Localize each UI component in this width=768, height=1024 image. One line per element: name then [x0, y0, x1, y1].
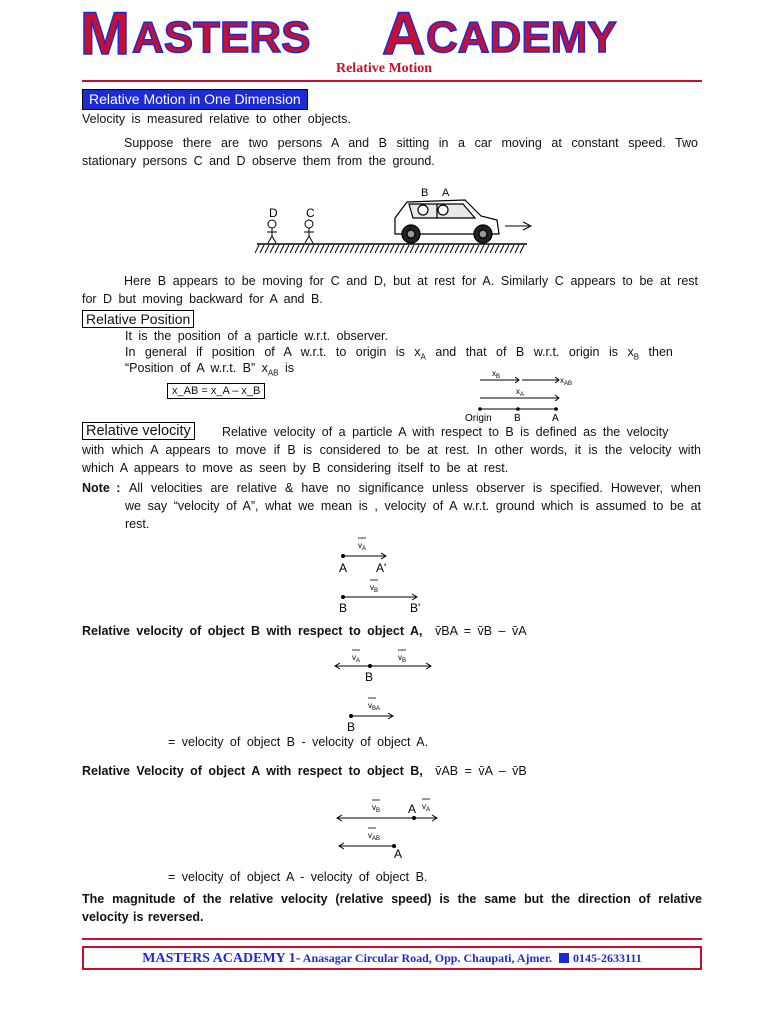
point-a-label: A: [552, 413, 559, 424]
position-diagram: [462, 366, 592, 424]
hatch-mark: [480, 245, 484, 253]
hatch-mark: [365, 245, 369, 253]
relative-position-line3: “Position of A w.r.t. B” $x_{AB}$ is: [125, 361, 295, 378]
label-b: B: [421, 187, 429, 199]
hatch-mark: [345, 245, 349, 253]
footer-name: MASTERS ACADEMY 1-: [142, 951, 301, 966]
paragraph-here: Here B appears to be moving for C and D, but at rest for A. Similarly C appears to be at rest for D but moving backward for A and B.: [82, 274, 698, 306]
hatch-mark: [465, 245, 469, 253]
brand-word-asters: ASTERS: [132, 13, 311, 60]
hatch-mark: [300, 245, 304, 253]
hatch-mark: [355, 245, 359, 253]
hatch-mark: [370, 245, 374, 253]
ab-va-label: $v_A$: [422, 802, 431, 813]
va-label: $v_A$: [358, 541, 367, 552]
point-b-prime: B': [410, 601, 421, 614]
relative-velocity-heading: Relative velocity: [82, 422, 195, 440]
brand-logo: [0, 2, 768, 60]
hatch-mark: [265, 245, 269, 253]
hatch-mark: [505, 245, 509, 253]
hatch-mark: [350, 245, 354, 253]
vab-label: $v_{AB}$: [368, 831, 381, 842]
car-icon: [395, 200, 499, 243]
page-subtitle: Relative Motion: [335, 61, 433, 76]
hatch-mark: [255, 245, 259, 253]
hatch-mark: [380, 245, 384, 253]
hatch-mark: [515, 245, 519, 253]
hatch-mark: [415, 245, 419, 253]
hatch-mark: [510, 245, 514, 253]
hatch-mark: [330, 245, 334, 253]
hatch-mark: [455, 245, 459, 253]
hatch-mark: [425, 245, 429, 253]
position-formula: x_AB = x_A – x_B: [167, 383, 265, 399]
ab-figure: [330, 796, 440, 862]
hatch-mark: [305, 245, 309, 253]
hatch-mark: [500, 245, 504, 253]
ba-figure: [330, 646, 440, 736]
intro-line: Velocity is measured relative to other objects.: [82, 112, 351, 126]
footer: [82, 946, 702, 970]
relative-velocity-text2: with which A appears to move if B is considered to be at rest. In other words, it is the velocity with which A appears to move as seen by B considering itself to be at rest.: [82, 443, 701, 475]
ba-equation: v̄BA = v̄B – v̄A: [434, 624, 527, 638]
hatch-mark: [495, 245, 499, 253]
hatch-mark: [385, 245, 389, 253]
label-c: C: [306, 206, 315, 220]
hatch-mark: [435, 245, 439, 253]
brand-letter-a: A: [382, 2, 426, 60]
hatch-mark: [340, 245, 344, 253]
ba-point-b: B: [365, 670, 374, 684]
hatch-mark: [430, 245, 434, 253]
point-b: B: [339, 601, 348, 614]
note-label: Note :: [82, 481, 121, 495]
hatch-mark: [395, 245, 399, 253]
relative-position-line1: It is the position of a particle w.r.t. observer.: [125, 329, 389, 343]
brand-wordmark: [74, 2, 694, 60]
hatch-mark: [320, 245, 324, 253]
hatch-mark: [405, 245, 409, 253]
vb-label: $v_B$: [370, 583, 379, 594]
ba-heading: Relative velocity of object B with respect to object A, v̄BA = v̄B – v̄A: [82, 624, 527, 638]
ba-caption: = velocity of object B - velocity of object A.: [168, 735, 429, 749]
relative-position-line2: In general if position of A w.r.t. to origin is $x_A$ and that of B w.r.t. origin is $x_B$ then: [125, 345, 673, 362]
brand-letter-m: M: [80, 2, 130, 60]
hatch-mark: [420, 245, 424, 253]
ab-equation: v̄AB = v̄A – v̄B: [435, 764, 527, 778]
xab-label: $x_{AB}$: [560, 376, 573, 387]
ab-point-a: A: [408, 802, 417, 816]
hatch-mark: [440, 245, 444, 253]
person-d: [267, 220, 277, 243]
hatch-mark: [520, 245, 524, 253]
hatch-mark: [275, 245, 279, 253]
point-b-label: B: [514, 413, 521, 424]
ab-heading: Relative Velocity of object A with respect to object B, v̄AB = v̄A – v̄B: [82, 764, 527, 778]
point-a: A: [339, 561, 348, 575]
vba-label: $v_{BA}$: [368, 701, 381, 712]
label-d: D: [269, 206, 278, 220]
hatch-mark: [470, 245, 474, 253]
origin-label: Origin: [465, 413, 492, 424]
ab-point-a2: A: [394, 847, 403, 861]
ba-va-label: $v_A$: [352, 653, 361, 664]
velocity-ab-figure: [330, 536, 440, 614]
header-rule: [82, 80, 702, 82]
hatch-mark: [295, 245, 299, 253]
hatch-mark: [315, 245, 319, 253]
relative-velocity-text1: Relative velocity of a particle A with respect to B is defined as the velocity: [222, 425, 669, 439]
xb-label: $x_B$: [492, 369, 501, 380]
hatch-mark: [450, 245, 454, 253]
hatch-mark: [335, 245, 339, 253]
hatch-mark: [325, 245, 329, 253]
ab-vb-label: $v_B$: [372, 803, 381, 814]
hatch-mark: [475, 245, 479, 253]
phone-icon: [559, 953, 569, 963]
brand-word-cademy: CADEMY: [426, 13, 617, 60]
conclusion: The magnitude of the relative velocity (relative speed) is the same but the direction of relative velocity is reversed.: [82, 892, 702, 924]
footer-rule: [82, 938, 702, 940]
section-title: Relative Motion in One Dimension: [82, 89, 308, 110]
footer-phone: 0145-2633111: [573, 951, 642, 965]
ba-point-b2: B: [347, 720, 356, 734]
hatch-mark: [290, 245, 294, 253]
hatch-mark: [460, 245, 464, 253]
hatch-mark: [490, 245, 494, 253]
ba-vb-label: $v_B$: [398, 653, 407, 664]
note-text: All velocities are relative & have no significance unless observer is specified. However, when we say “velocity of A”, what we mean is , velocity of A w.r.t. ground which is assumed to be at rest.: [125, 481, 701, 531]
hatch-mark: [410, 245, 414, 253]
hatch-mark: [260, 245, 264, 253]
car-figure: [255, 182, 535, 258]
footer-address: Anasagar Circular Road, Opp. Chaupati, Ajmer.: [302, 951, 553, 965]
hatch-mark: [375, 245, 379, 253]
hatch-mark: [285, 245, 289, 253]
relative-position-heading: Relative Position: [82, 310, 194, 328]
hatch-mark: [390, 245, 394, 253]
hatch-mark: [445, 245, 449, 253]
xa-label: $x_A$: [516, 387, 525, 398]
hatch-mark: [485, 245, 489, 253]
hatch-mark: [310, 245, 314, 253]
person-c: [304, 220, 314, 243]
label-a: A: [442, 187, 450, 199]
hatch-mark: [280, 245, 284, 253]
intro-paragraph: Suppose there are two persons A and B sitting in a car moving at constant speed. Two stationary persons C and D observe them from the ground.: [82, 136, 698, 168]
hatch-mark: [270, 245, 274, 253]
point-a-prime: A': [376, 561, 387, 575]
ab-caption: = velocity of object A - velocity of object B.: [168, 870, 428, 884]
hatch-mark: [360, 245, 364, 253]
ground-hatch: [255, 245, 524, 253]
hatch-mark: [400, 245, 404, 253]
